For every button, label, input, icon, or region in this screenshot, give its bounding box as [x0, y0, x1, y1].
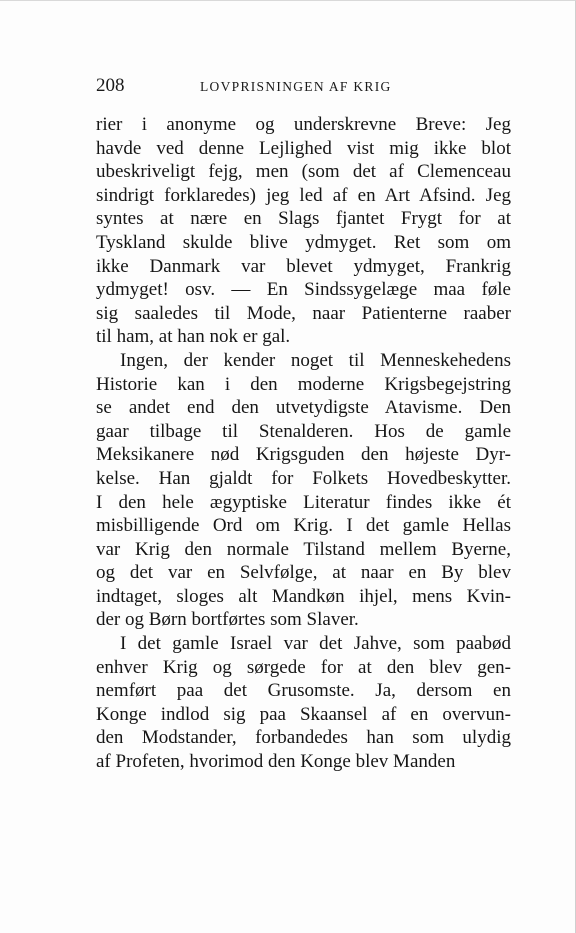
text-line: ikke Danmark var blevet ydmyget, Frankrig: [96, 255, 511, 277]
text-line: havde ved denne Lejlighed vist mig ikke blot: [96, 137, 511, 159]
text-line: af Profeten, hvorimod den Konge blev Manden: [96, 751, 456, 773]
text-line: syntes at nære en Slags fjantet Frygt for at: [96, 208, 511, 230]
text-line: enhver Krig og sørgede for at den blev gen-: [96, 656, 511, 678]
text-line: Tyskland skulde blive ydmyget. Ret som om: [96, 231, 511, 253]
text-line: til ham, at han nok er gal.: [96, 326, 291, 348]
text-line: Meksikanere nød Krigsguden den højeste Dyr-: [96, 444, 511, 466]
text-line: var Krig den normale Tilstand mellem Byerne,: [96, 538, 511, 560]
text-line: den Modstander, forbandedes han som ulydig: [96, 727, 511, 749]
text-line: gaar tilbage til Stenalderen. Hos de gamle: [96, 420, 511, 442]
text-line: se andet end den utvetydigste Atavisme. Den: [96, 397, 511, 419]
text-line: I det gamle Israel var det Jahve, som paabød: [120, 633, 511, 655]
text-line: sig saaledes til Mode, naar Patienterne raaber: [96, 302, 511, 324]
text-line: rier i anonyme og underskrevne Breve: Jeg: [96, 114, 511, 135]
page-header: [96, 75, 486, 99]
page-number: 208: [96, 75, 125, 96]
text-line: Ingen, der kender noget til Menneskehedens: [120, 349, 511, 371]
paragraph: [96, 349, 511, 632]
text-line: der og Børn bortførtes som Slaver.: [96, 609, 359, 631]
text-line: misbilligende Ord om Krig. I det gamle Hellas: [96, 515, 511, 537]
running-title: LOVPRISNINGEN AF KRIG: [200, 79, 392, 94]
text-line: Konge indlod sig paa Skaansel af en overvun-: [96, 703, 511, 725]
text-line: og det var en Selvfølge, at naar en By blev: [96, 562, 511, 584]
text-line: kelse. Han gjaldt for Folkets Hovedbeskytter.: [96, 467, 511, 489]
text-line: ubeskriveligt fejg, men (som det af Clemenceau: [96, 161, 511, 183]
text-line: I den hele ægyptiske Literatur findes ikke ét: [96, 491, 511, 513]
body-text: [96, 113, 511, 774]
text-line: Historie kan i den moderne Krigsbegejstring: [96, 373, 511, 395]
paragraph: [96, 113, 511, 349]
paragraph: [96, 632, 511, 774]
text-line: nemført paa det Grusomste. Ja, dersom en: [96, 680, 511, 702]
text-line: ydmyget! osv. — En Sindssygelæge maa føle: [96, 279, 511, 301]
text-line: indtaget, sloges alt Mandkøn ihjel, mens Kvin-: [96, 585, 511, 607]
text-line: sindrigt forklaredes) jeg led af en Art Afsind. Jeg: [96, 184, 511, 206]
